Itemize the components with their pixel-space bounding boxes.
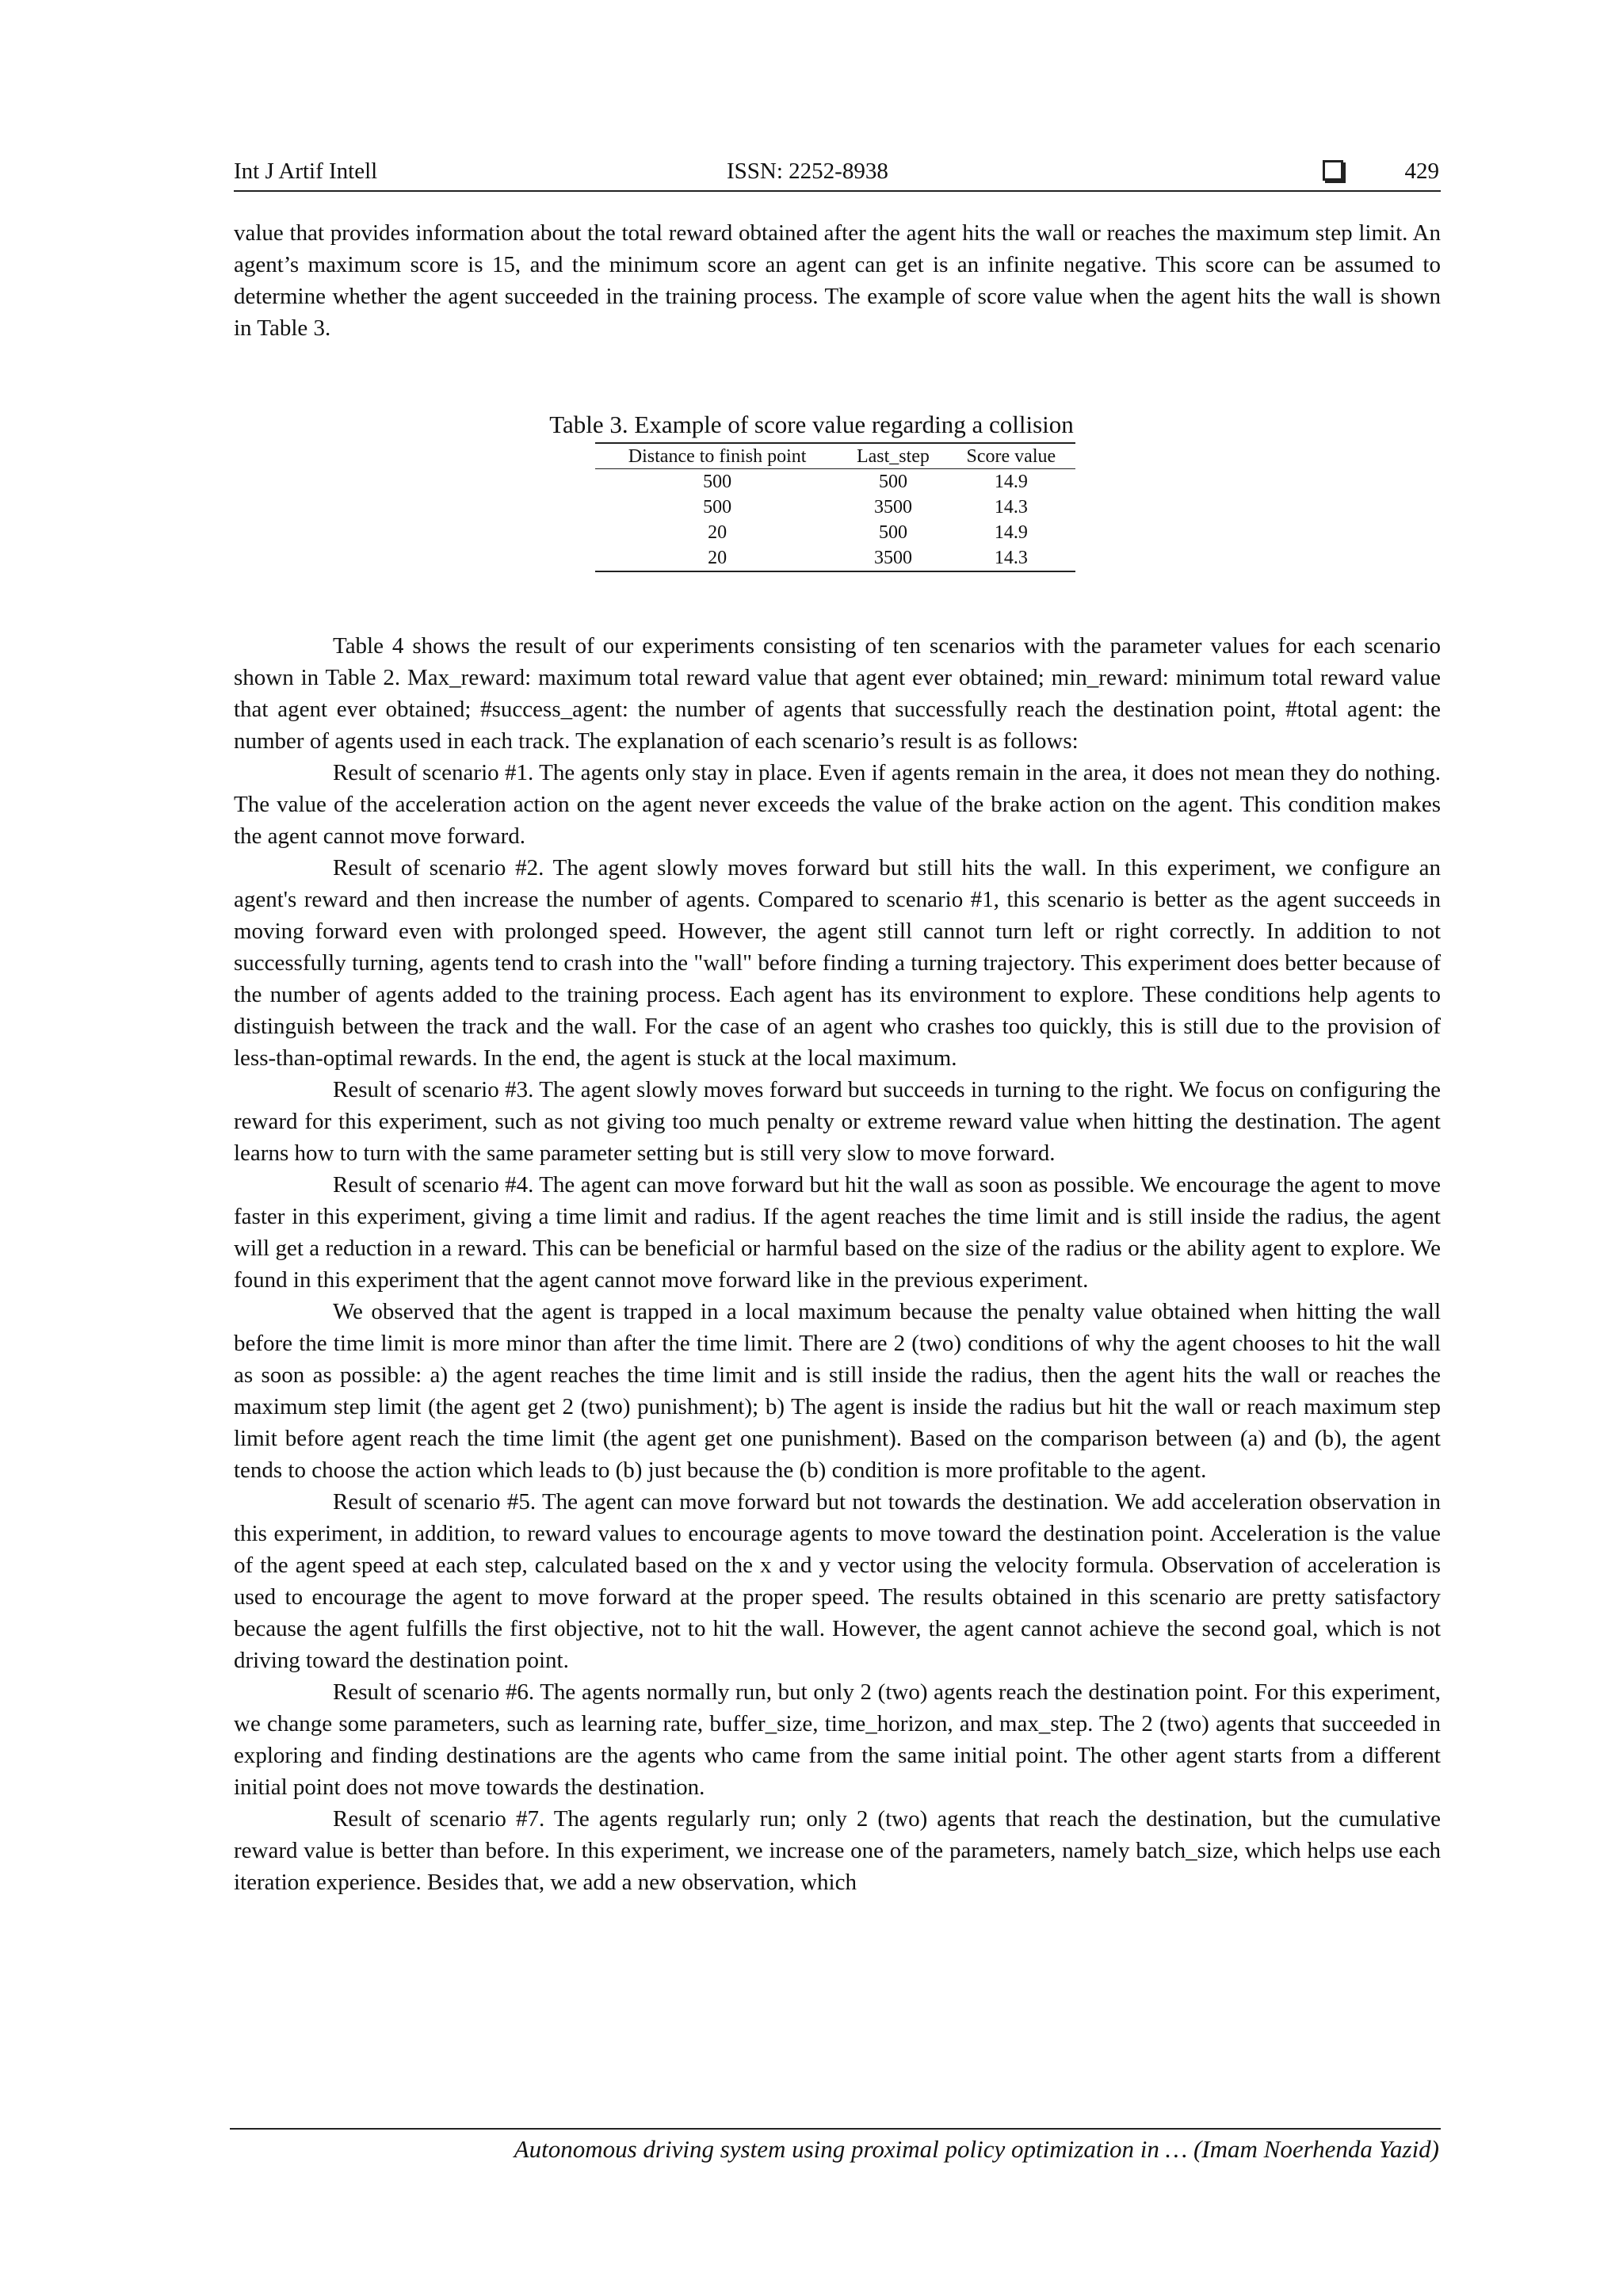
- table-row: [595, 495, 1075, 520]
- intro-paragraph: value that provides information about the total reward obtained after the agent hits the wall or reaches the maximum step limit. An agent’s maximum score is 15, and the minimum score an agent can get is an infinite negative. This score can be assumed to determine whether the agent succeeded in the training process. The example of score value when the agent hits the wall is shown in Table 3.: [234, 220, 1441, 341]
- table-row: [595, 520, 1075, 545]
- table-cell: 500: [703, 496, 732, 518]
- table-cell: 500: [703, 471, 732, 492]
- table-cell: 14.9: [994, 521, 1028, 543]
- table-cell: 20: [708, 521, 727, 543]
- page-number: 429: [1404, 159, 1439, 184]
- table-cell: 14.9: [994, 471, 1028, 492]
- table-caption: Table 3. Example of score value regarding a collision: [549, 411, 1074, 438]
- column-header: Score value: [947, 443, 1075, 469]
- table-cell: 14.3: [947, 545, 1075, 571]
- footer-divider: [230, 2128, 1441, 2130]
- body-paragraph: Table 4 shows the result of our experiments consisting of ten scenarios with the parameter values for each scenario shown in Table 2. Max_reward: maximum total reward value that agent ever obtained; min_reward: minimum total reward value that agent ever obtained; #success_agent: the number of agents that successfully reach the destination point, #total agent: the number of agents used in each track. The explanation of each scenario’s result is as follows:: [234, 633, 1441, 754]
- score-table: [595, 442, 1075, 572]
- body-paragraph: Result of scenario #4. The agent can move forward but hit the wall as soon as possible. We encourage the agent to move faster in this experiment, giving a time limit and radius. If the agent reaches the time limit and is still inside the radius, the agent will get a reduction in a reward. This can be beneficial or harmful based on the size of the radius or the ability agent to explore. We found in this experiment that the agent cannot move forward like in the previous experiment.: [234, 1172, 1441, 1293]
- column-header: Last_step: [839, 443, 946, 469]
- column-header: Distance to finish point: [595, 443, 839, 469]
- table-row: [595, 545, 1075, 571]
- body-paragraph: Result of scenario #3. The agent slowly moves forward but succeeds in turning to the right. We focus on configuring the reward for this experiment, such as not giving too much penalty or extreme reward value when hitting the destination. The agent learns how to turn with the same parameter setting but is still very slow to move forward.: [234, 1077, 1441, 1166]
- intro-text: [234, 217, 1441, 344]
- main-text: [234, 630, 1441, 1898]
- table-row: [595, 469, 1075, 495]
- table-cell: 3500: [839, 545, 946, 571]
- page-header: [234, 155, 1441, 192]
- table-header-row: [595, 443, 1075, 469]
- body-paragraph: Result of scenario #5. The agent can move forward but not towards the destination. We add acceleration observation in this experiment, in addition, to reward values to encourage agents to move toward the destination point. Acceleration is the value of the agent speed at each step, calculated based on the x and y vector using the velocity formula. Observation of acceleration is used to encourage the agent to move forward at the proper speed. The results obtained in this scenario are pretty satisfactory because the agent fulfills the first objective, not to hit the wall. However, the agent cannot achieve the second goal, which is not driving toward the destination point.: [234, 1489, 1441, 1673]
- body-paragraph: Result of scenario #1. The agents only stay in place. Even if agents remain in the area, it does not mean they do nothing. The value of the acceleration action on the agent never exceeds the value of the brake action on the agent. This condition makes the agent cannot move forward.: [234, 760, 1441, 849]
- table-cell: 20: [595, 545, 839, 571]
- body-paragraph: Result of scenario #6. The agents normally run, but only 2 (two) agents reach the destination point. For this experiment, we change some parameters, such as learning rate, buffer_size, time_horizon, and max_step. The 2 (two) agents that succeeded in exploring and finding destinations are the agents who came from the same initial point. The other agent starts from a different initial point does not move towards the destination.: [234, 1679, 1441, 1800]
- table-cell: 500: [878, 471, 907, 492]
- body-paragraph: Result of scenario #7. The agents regularly run; only 2 (two) agents that reach the destination, but the cumulative reward value is better than before. In this experiment, we increase one of the parameters, namely batch_size, which helps use each iteration experience. Besides that, we add a new observation, which: [234, 1806, 1441, 1895]
- journal-name: Int J Artif Intell: [234, 159, 378, 184]
- table-cell: 14.3: [994, 496, 1028, 518]
- checkbox-square-icon: [1323, 160, 1343, 181]
- body-paragraph: We observed that the agent is trapped in a local maximum because the penalty value obtained when hitting the wall before the time limit is more minor than after the time limit. There are 2 (two) conditions of why the agent chooses to hit the wall as soon as possible: a) the agent reaches the time limit and is still inside the radius, then the agent hits the wall or reaches the maximum step limit (the agent get 2 (two) punishment); b) The agent is inside the radius but hit the wall or reach maximum step limit before agent reach the time limit (the agent get one punishment). Based on the comparison between (a) and (b), the agent tends to choose the action which leads to (b) just because the (b) condition is more profitable to the agent.: [234, 1299, 1441, 1483]
- body-paragraph: Result of scenario #2. The agent slowly moves forward but still hits the wall. In this experiment, we configure an agent's reward and then increase the number of agents. Compared to scenario #1, this scenario is better as the agent succeeds in moving forward even with prolonged speed. However, the agent still cannot turn left or right correctly. In addition to not successfully turning, agents tend to crash into the "wall" before finding a turning trajectory. This experiment does better because of the number of agents added to the training process. Each agent has its environment to explore. These conditions help agents to distinguish between the track and the wall. For the case of an agent who crashes too quickly, this is still due to the provision of less-than-optimal rewards. In the end, the agent is stuck at the local maximum.: [234, 855, 1441, 1071]
- table-cell: 3500: [873, 496, 912, 518]
- table-cell: 500: [878, 521, 907, 543]
- issn: ISSN: 2252-8938: [727, 159, 888, 184]
- page-footer: Autonomous driving system using proximal policy optimization in … (Imam Noerhenda Yazid): [514, 2135, 1439, 2163]
